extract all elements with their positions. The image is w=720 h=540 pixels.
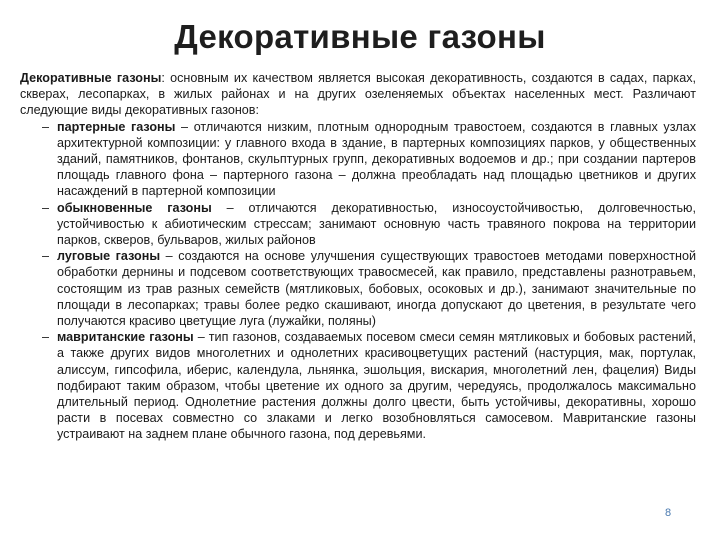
- list-item-text: – отличаются низким, плотным однородным травостоем, создаются в главных узлах архитектурной композиции: у главного входа в здание, в партерных композициях парков, у общественных зданий, памятников, фонтанов, скульптурных групп, декоративных водоемов и др.; при создании партеров площадь главного фона – партерного газона – должна преобладать над площадью цветников и других насаждений в партерной композиции: [57, 119, 696, 199]
- list-item-term: луговые газоны: [57, 249, 161, 264]
- intro-term: Декоративные газоны: [20, 71, 162, 85]
- list-item-term: обыкновенные газоны: [57, 200, 212, 215]
- page-number: 8: [665, 507, 672, 519]
- list-item-text: – создаются на основе улучшения существующих травостоев методами поверхностной обработки дернины и подсевом соответствующих травосмесей, как правило, представлены разнотравьем, состоящим из трав разных семейств (мятликовых, бобовых, осоковых и др.), занимают значительные по площади в лесопарках; травы более редко скашивают, иногда допускают до цветения, в результате чего получаются красиво цветущие луга (лужайки, поляны): [57, 249, 696, 329]
- list-item-text: – тип газонов, создаваемых посевом смеси семян мятликовых и бобовых растений, а также других видов многолетних и однолетних красивоцветущих растений (настурция, мак, портулак, алиссум, гипсофила, иберис, календула, льнянка, эшольция, вискария, многолетний лен, фацелия) Виды подбирают таким образом, чтобы цветение их одного за другим, чередуясь, продолжалось максимально длительный период. Однолетние растения должны долго цвести, быть устойчивы, декоративны, хорошо расти в посевах совместно со злаками и легко возобновляться самосевом. Мавританские газоны устраивают на заднем плане обычного газона, под деревьями.: [57, 330, 696, 442]
- list-marker: –: [42, 249, 50, 264]
- list-marker: –: [42, 200, 50, 215]
- list-item-term: мавританские газоны: [57, 330, 194, 345]
- list-item: [20, 329, 696, 442]
- intro-paragraph: [20, 70, 696, 119]
- list-marker: –: [42, 119, 50, 134]
- intro-text: : основным их качеством является высокая декоративность, создаются в садах, парках, скверах, лесопарках, в жилых районах и на других озеленяемых объектах населенных мест. Различают следующие виды декоративных газонов:: [20, 71, 696, 118]
- slide-body: [20, 70, 696, 443]
- lawn-types-list: [20, 119, 696, 443]
- list-item-term: партерные газоны: [57, 119, 176, 134]
- slide-title: Декоративные газоны: [174, 18, 546, 55]
- list-item: [20, 119, 696, 200]
- list-item-text: – отличаются декоративностью, износоустойчивостью, долговечностью, устойчивостью к абиотическим стрессам; занимают основную часть травяного покрова на территории парков, скверов, бульваров, жилых районов: [57, 200, 696, 248]
- list-item: [20, 248, 696, 329]
- list-marker: –: [42, 330, 50, 345]
- list-item: [20, 200, 696, 249]
